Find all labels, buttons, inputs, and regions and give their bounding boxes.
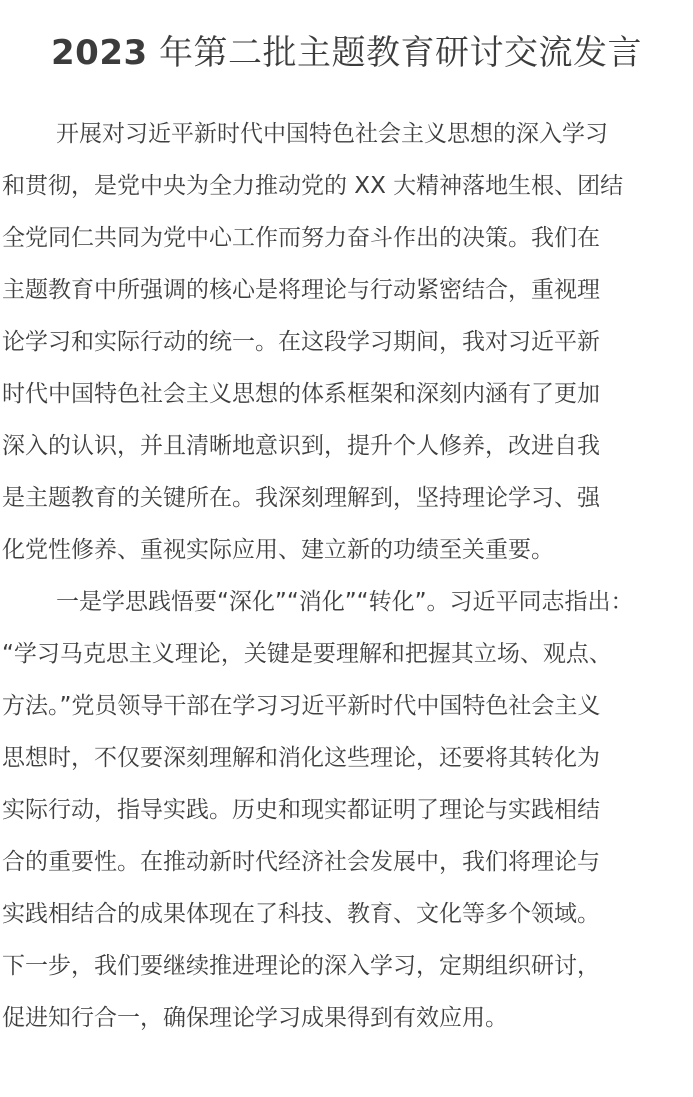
paragraph-2-line-4: 思想时，不仅要深刻理解和消化这些理论，还要将其转化为 — [2, 745, 600, 771]
paragraph-1-line-8: 是主题教育的关键所在。我深刻理解到，坚持理论学习、强 — [2, 485, 600, 511]
paragraph-1-line-2: 和贯彻，是党中央为全力推动党的 XX 大精神落地生根、团结 — [2, 173, 624, 199]
title-year: 2023 — [51, 33, 148, 73]
paragraph-1-line-7: 深入的认识，并且清晰地意识到，提升个人修养，改进自我 — [2, 433, 600, 459]
paragraph-2-line-8: 下一步，我们要继续推进理论的深入学习，定期组织研讨， — [2, 953, 600, 979]
paragraph-2-line-6: 合的重要性。在推动新时代经济社会发展中，我们将理论与 — [2, 849, 600, 875]
paragraph-2-line-3: 方法。”党员领导干部在学习习近平新时代中国特色社会主义 — [2, 693, 601, 719]
paragraph-1-line-3: 全党同仁共同为党中心工作而努力奋斗作出的决策。我们在 — [2, 225, 600, 251]
paragraph-1-line-4: 主题教育中所强调的核心是将理论与行动紧密结合，重视理 — [2, 277, 600, 303]
paragraph-2-line-5: 实际行动，指导实践。历史和现实都证明了理论与实践相结 — [2, 797, 600, 823]
paragraph-2-line-9: 促进知行合一，确保理论学习成果得到有效应用。 — [2, 1005, 508, 1031]
document-body — [2, 108, 693, 1044]
title-text: 年第二批主题教育研讨交流发言 — [147, 33, 642, 73]
paragraph-2-line-2: “学习马克思主义理论，关键是要理解和把握其立场、观点、 — [2, 641, 612, 667]
paragraph-1-line-5: 论学习和实际行动的统一。在这段学习期间，我对习近平新 — [2, 329, 600, 355]
paragraph-1-line-1: 开展对习近平新时代中国特色社会主义思想的深入学习 — [56, 121, 608, 147]
paragraph-1-line-6: 时代中国特色社会主义思想的体系框架和深刻内涵有了更加 — [2, 381, 600, 407]
document-title — [0, 27, 693, 79]
paragraph-2-line-7: 实践相结合的成果体现在了科技、教育、文化等多个领域。 — [2, 901, 600, 927]
paragraph-1-line-9: 化党性修养、重视实际应用、建立新的功绩至关重要。 — [2, 537, 554, 563]
paragraph-2-line-1: 一是学思践悟要“深化”“消化”“转化”。习近平同志指出： — [56, 589, 634, 615]
